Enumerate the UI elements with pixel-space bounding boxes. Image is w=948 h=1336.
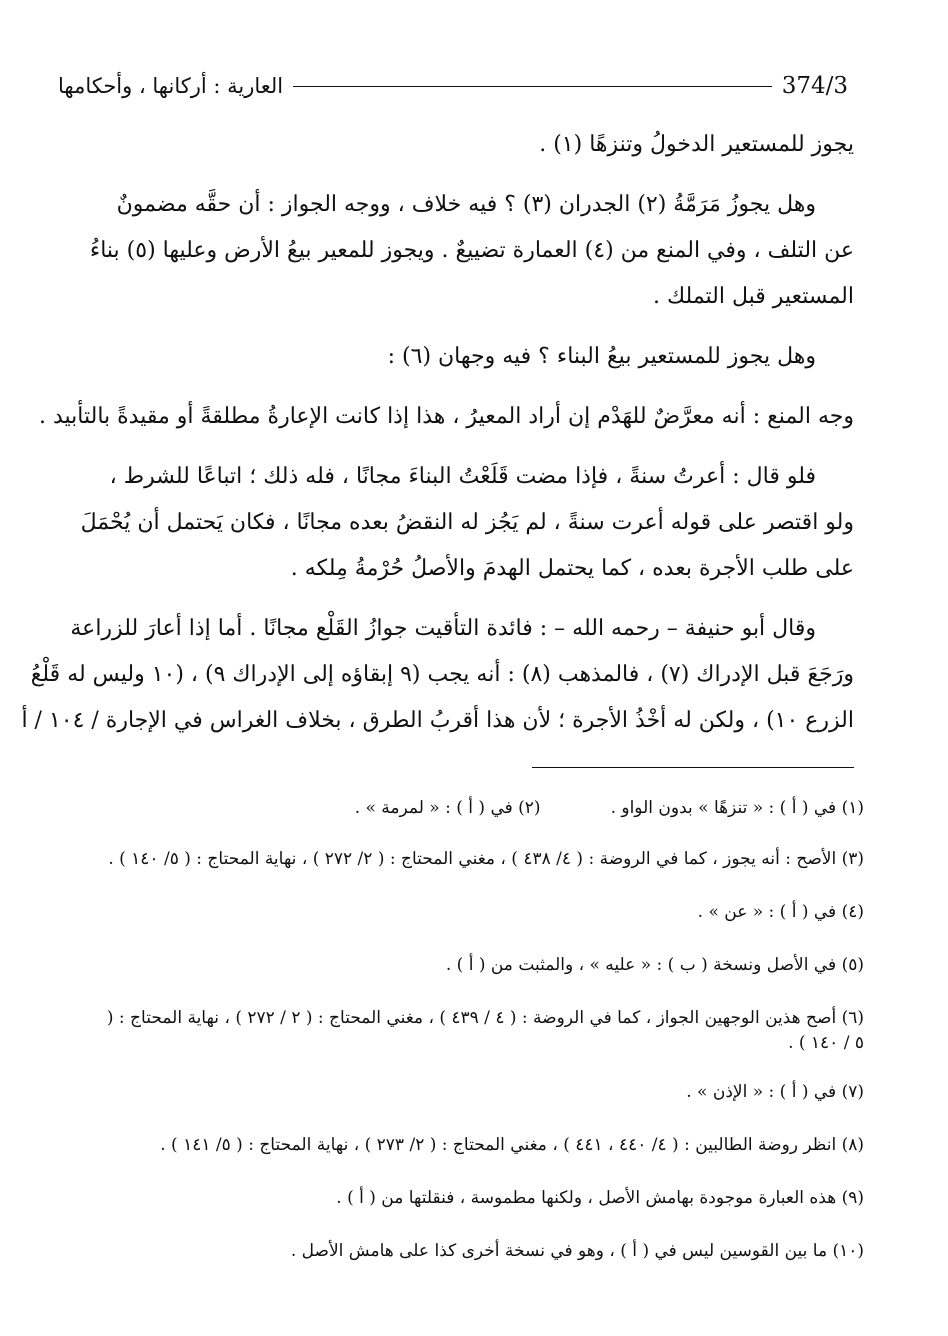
text-line: فلو قال : أعرتُ سنةً ، فإذا مضت قَلَعْتُ البناءَ مجانًا ، فله ذلك ؛ اتباعًا للشرط ، (109, 464, 816, 489)
text-line: على طلب الأجرة بعده ، كما يحتمل الهدمَ والأصلُ حُرْمةُ مِلكه . (290, 556, 854, 581)
text-line: الزرع ١٠) ، ولكن له أخْذُ الأجرة ؛ لأن هذا أقربُ الطرق ، بخلاف الغراس في الإجارة / ١٠٤ / أ (21, 708, 854, 733)
footnote-9: (٩) هذه العبارة موجودة بهامش الأصل ، ولكنها مطموسة ، فنقلتها من ( أ ) . (336, 1188, 864, 1208)
text-line: وهل يجوزُ مَرَمَّةُ (٢) الجدران (٣) ؟ فيه خلاف ، ووجه الجواز : أن حقَّه مضمونٌ (116, 192, 816, 217)
paragraph-gap (80, 592, 854, 606)
paragraph-gap (80, 168, 854, 182)
header-rule (293, 86, 772, 87)
text-line: يجوز للمستعير الدخولُ وتنزهًا (١) . (539, 132, 854, 157)
running-header (58, 68, 848, 104)
main-text (21, 122, 854, 744)
footnote-row (94, 796, 864, 821)
footnote-3: (٣) الأصح : أنه يجوز ، كما في الروضة : ( ٤/ ٤٣٨ ) ، مغني المحتاج : ( ٢/ ٢٧٢ ) ، نهاية المحتاج : ( ٥/ ١٤٠ ) . (108, 849, 864, 869)
footnote-5: (٥) في الأصل ونسخة ( ب ) : « عليه » ، والمثبت من ( أ ) . (445, 955, 864, 975)
footnotes (94, 796, 864, 1292)
footnote-4: (٤) في ( أ ) : « عن » . (697, 902, 864, 922)
footnote-separator (532, 767, 854, 768)
text-line: وقال أبو حنيفة – رحمه الله – : فائدة التأقيت جوازُ القَلْع مجانًا . أما إذا أعارَ للزراعة (70, 616, 816, 641)
footnote-8: (٨) انظر روضة الطالبين : ( ٤/ ٤٤٠ ، ٤٤١ ) ، مغني المحتاج : ( ٢/ ٢٧٣ ) ، نهاية المحتاج : ( ٥/ ١٤١ ) . (160, 1135, 864, 1155)
text-line: ولو اقتصر على قوله أعرت سنةً ، لم يَجُز له النقضُ بعده مجانًا ، فكان يَحتمل أن يُحْمَلَ (80, 510, 854, 535)
page-number: 374/3 (781, 73, 848, 99)
footnote-6: (٦) أصح هذين الوجهين الجواز ، كما في الروضة : ( ٤ / ٤٣٩ ) ، مغني المحتاج : ( ٢ / ٢٧٢ ) ، نهاية المحتاج : ( ٥ / ١٤٠ ) . (106, 1008, 864, 1053)
paragraph-gap (80, 320, 854, 334)
text-line: المستعير قبل التملك . (653, 284, 854, 309)
chapter-title: العارية : أركانها ، وأحكامها (58, 74, 284, 98)
text-line: عن التلف ، وفي المنع من (٤) العمارة تضييعٌ . ويجوز للمعير بيعُ الأرض وعليها (٥) بناءُ (89, 238, 854, 263)
footnote-1: (١) في ( أ ) : « تنزهًا » بدون الواو . (610, 798, 864, 818)
footnote-7: (٧) في ( أ ) : « الإذن » . (686, 1082, 864, 1102)
text-line: ورَجَعَ قبل الإدراك (٧) ، فالمذهب (٨) : أنه يجب (٩ إبقاؤه إلى الإدراك ٩) ، (١٠ وليس له قَلْعُ (30, 662, 854, 687)
text-line: وهل يجوز للمستعير بيعُ البناء ؟ فيه وجهان (٦) : (387, 344, 816, 369)
footnote-2: (٢) في ( أ ) : « لمرمة » . (354, 798, 541, 818)
text-line: وجه المنع : أنه معرَّضٌ للهَدْم إن أراد المعيرُ ، هذا إذا كانت الإعارةُ مطلقةً أو مقيدةً بالتأبيد . (39, 404, 854, 429)
footnote-10: (١٠) ما بين القوسين ليس في ( أ ) ، وهو في نسخة أخرى كذا على هامش الأصل . (290, 1241, 864, 1261)
paragraph-gap (80, 380, 854, 394)
paragraph-gap (80, 440, 854, 454)
